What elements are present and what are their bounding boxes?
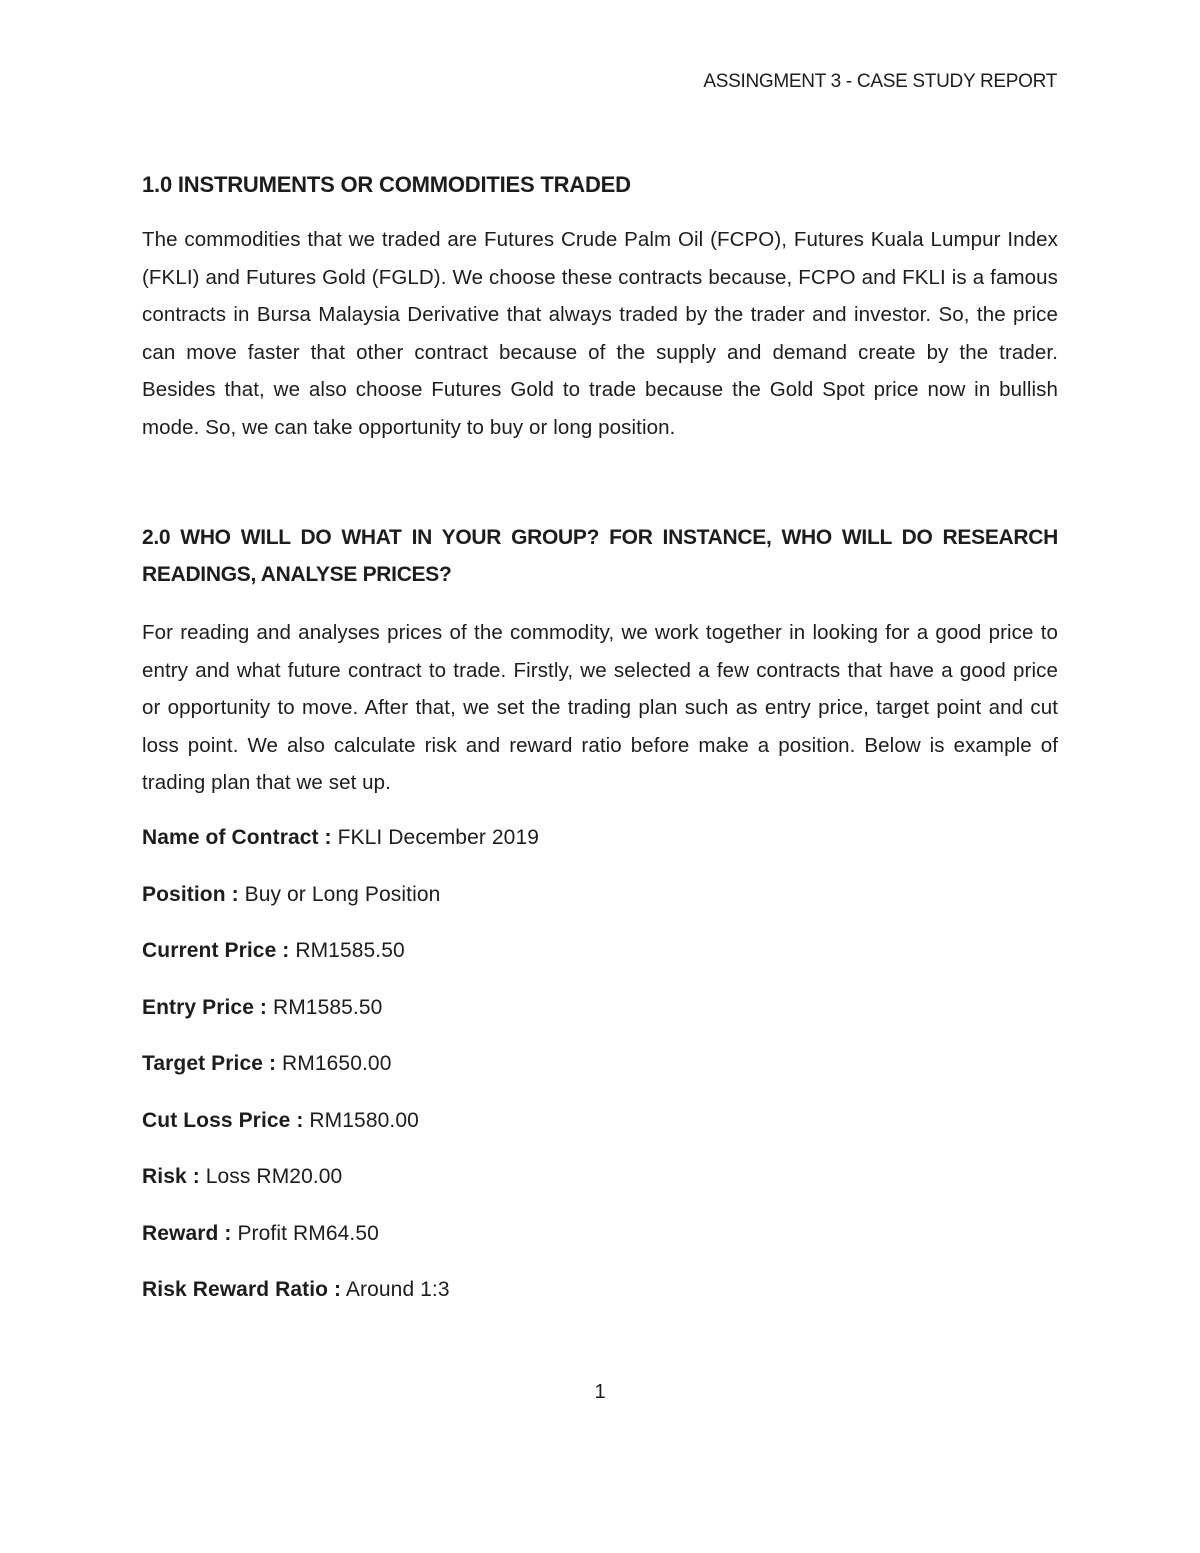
plan-value: RM1580.00 xyxy=(309,1108,419,1132)
plan-label: Entry Price : xyxy=(142,995,268,1019)
plan-row-current-price xyxy=(142,932,1058,969)
section-2-paragraph: For reading and analyses prices of the commodity, we work together in looking for a good price to entry and what future contract to trade. Firstly, we selected a few contracts that have a good price or opportunity to move. After that, we set the trading plan such as entry price, target point and cut loss point. We also calculate risk and reward ratio before make a position. Below is example of trading plan that we set up. xyxy=(142,621,1058,794)
plan-label: Risk Reward Ratio : xyxy=(142,1278,342,1301)
plan-value: Around 1:3 xyxy=(345,1278,450,1301)
plan-row-position xyxy=(142,876,1058,913)
section-1-heading: 1.0 INSTRUMENTS OR COMMODITIES TRADED xyxy=(142,172,631,197)
plan-value: RM1585.50 xyxy=(295,939,405,962)
plan-row-cut-loss-price xyxy=(142,1102,1058,1139)
plan-label: Name of Contract : xyxy=(142,826,332,849)
plan-row-entry-price xyxy=(142,989,1058,1026)
plan-row-name-of-contract xyxy=(142,819,1058,856)
plan-label: Reward : xyxy=(142,1221,232,1245)
section-2-heading: 2.0 WHO WILL DO WHAT IN YOUR GROUP? FOR INSTANCE, WHO WILL DO RESEARCH READINGS, ANALYSE PRICES? xyxy=(142,526,1058,586)
plan-row-target-price xyxy=(142,1045,1058,1082)
plan-label: Target Price : xyxy=(142,1052,277,1075)
plan-value: Profit RM64.50 xyxy=(237,1221,379,1245)
plan-label: Position : xyxy=(142,882,239,906)
plan-row-risk-reward-ratio xyxy=(142,1271,1058,1308)
plan-value: Buy or Long Position xyxy=(244,882,441,906)
plan-label: Cut Loss Price : xyxy=(142,1108,304,1132)
plan-label: Risk : xyxy=(142,1165,200,1188)
plan-value: Loss RM20.00 xyxy=(205,1165,343,1188)
page-number: 1 xyxy=(594,1381,606,1403)
plan-row-risk xyxy=(142,1158,1058,1195)
trading-plan-list xyxy=(142,819,1058,1328)
plan-label: Current Price : xyxy=(142,939,290,962)
plan-value: RM1650.00 xyxy=(282,1052,392,1075)
section-1-paragraph: The commodities that we traded are Futures Crude Palm Oil (FCPO), Futures Kuala Lumpur Index (FKLI) and Futures Gold (FGLD). We choose these contracts because, FCPO and FKLI is a famous contracts in Bursa Malaysia Derivative that always traded by the trader and investor. So, the price can move faster that other contract because of the supply and demand create by the trader. Besides that, we also choose Futures Gold to trade because the Gold Spot price now in bullish mode. So, we can take opportunity to buy or long position. xyxy=(142,228,1058,439)
plan-value: FKLI December 2019 xyxy=(337,826,539,849)
plan-value: RM1585.50 xyxy=(272,995,383,1019)
running-header-title: ASSINGMENT 3 - CASE STUDY REPORT xyxy=(703,71,1057,92)
plan-row-reward xyxy=(142,1215,1058,1252)
